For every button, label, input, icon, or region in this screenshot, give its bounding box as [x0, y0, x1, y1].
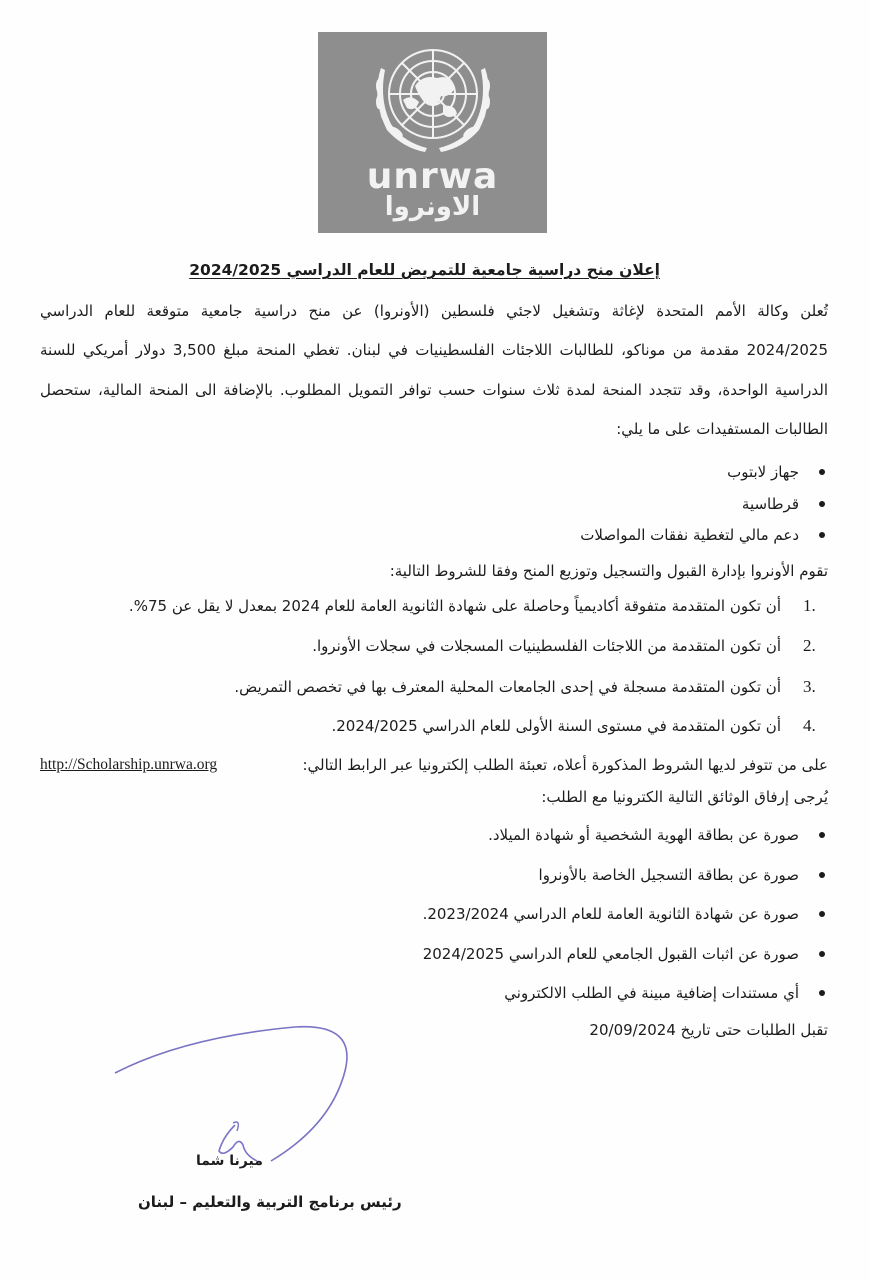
bullet-icon: [819, 872, 825, 878]
document-item: صورة عن اثبات القبول الجامعي للعام الدراسي 2024/2025: [423, 945, 825, 963]
documents-intro: يُرجى إرفاق الوثائق التالية الكترونيا مع الطلب:: [541, 788, 828, 806]
deadline-text: تقبل الطلبات حتى تاريخ 20/09/2024: [589, 1021, 828, 1039]
scholarship-link[interactable]: http://Scholarship.unrwa.org: [40, 756, 218, 773]
signature-icon: [95, 1015, 365, 1165]
condition-item: 2. أن تكون المتقدمة من اللاجئات الفلسطينيات المسجلات في سجلات الأونروا.: [312, 636, 816, 655]
intro-line: الطالبات المستفيدات على ما يلي:: [616, 420, 828, 438]
document-item: صورة عن شهادة الثانوية العامة للعام الدراسي 2023/2024.: [423, 905, 825, 923]
logo-text-en: unrwa: [366, 156, 499, 197]
condition-item: 1. أن تكون المتقدمة متفوقة أكاديمياً وحاصلة على شهادة الثانوية العامة للعام 2024 بمعدل لا يقل عن 75%.: [128, 596, 816, 615]
document-item: صورة عن بطاقة الهوية الشخصية أو شهادة الميلاد.: [488, 826, 825, 844]
intro-line: 2024/2025 مقدمة من موناكو، للطالبات اللاجئات الفلسطينيات في لبنان. تغطي المنحة مبلغ 3,500 دولار أمريكي للسنة: [40, 341, 828, 359]
condition-item: 4. أن تكون المتقدمة في مستوى السنة الأولى للعام الدراسي 2024/2025.: [331, 716, 816, 735]
bullet-icon: [819, 911, 825, 917]
benefit-item: دعم مالي لتغطية نفقات المواصلات: [580, 526, 825, 544]
announcement-title: إعلان منح دراسية جامعية للتمريض للعام الدراسي 2024/2025: [189, 261, 660, 279]
condition-item: 3. أن تكون المتقدمة مسجلة في إحدى الجامعات المحلية المعترف بها في تخصص التمريض.: [234, 677, 816, 696]
intro-line: الدراسية الواحدة، وقد تتجدد المنحة لمدة ثلاث سنوات حسب توافر التمويل المطلوب. بالإضافة الى المنحة المالية، ستحصل: [40, 381, 828, 399]
unrwa-logo: [318, 32, 547, 233]
bullet-icon: [819, 832, 825, 838]
bullet-icon: [819, 532, 825, 538]
conditions-intro: تقوم الأونروا بإدارة القبول والتسجيل وتوزيع المنح وفقا للشروط التالية:: [389, 562, 828, 580]
bullet-icon: [819, 990, 825, 996]
logo-text-ar: الاونروا: [384, 192, 481, 222]
signatory-name: ميرنا شما: [196, 1153, 263, 1169]
bullet-icon: [819, 501, 825, 507]
document-item: أي مستندات إضافية مبينة في الطلب الالكتروني: [504, 984, 825, 1002]
un-emblem-icon: [363, 38, 503, 160]
signatory-role: رئيس برنامج التربية والتعليم – لبنان: [138, 1193, 402, 1211]
bullet-icon: [819, 469, 825, 475]
apply-instruction: على من تتوفر لديها الشروط المذكورة أعلاه، تعبئة الطلب إلكترونيا عبر الرابط التالي: http://Scholarship.unrwa.org: [40, 756, 828, 774]
benefit-item: جهاز لابتوب: [727, 463, 825, 481]
benefit-item: قرطاسية: [742, 495, 825, 513]
bullet-icon: [819, 951, 825, 957]
document-item: صورة عن بطاقة التسجيل الخاصة بالأونروا: [539, 866, 825, 884]
intro-line: تُعلن وكالة الأمم المتحدة لإغاثة وتشغيل لاجئي فلسطين (الأونروا) عن منح دراسية جامعية متوقعة للعام الدراسي: [40, 302, 828, 320]
